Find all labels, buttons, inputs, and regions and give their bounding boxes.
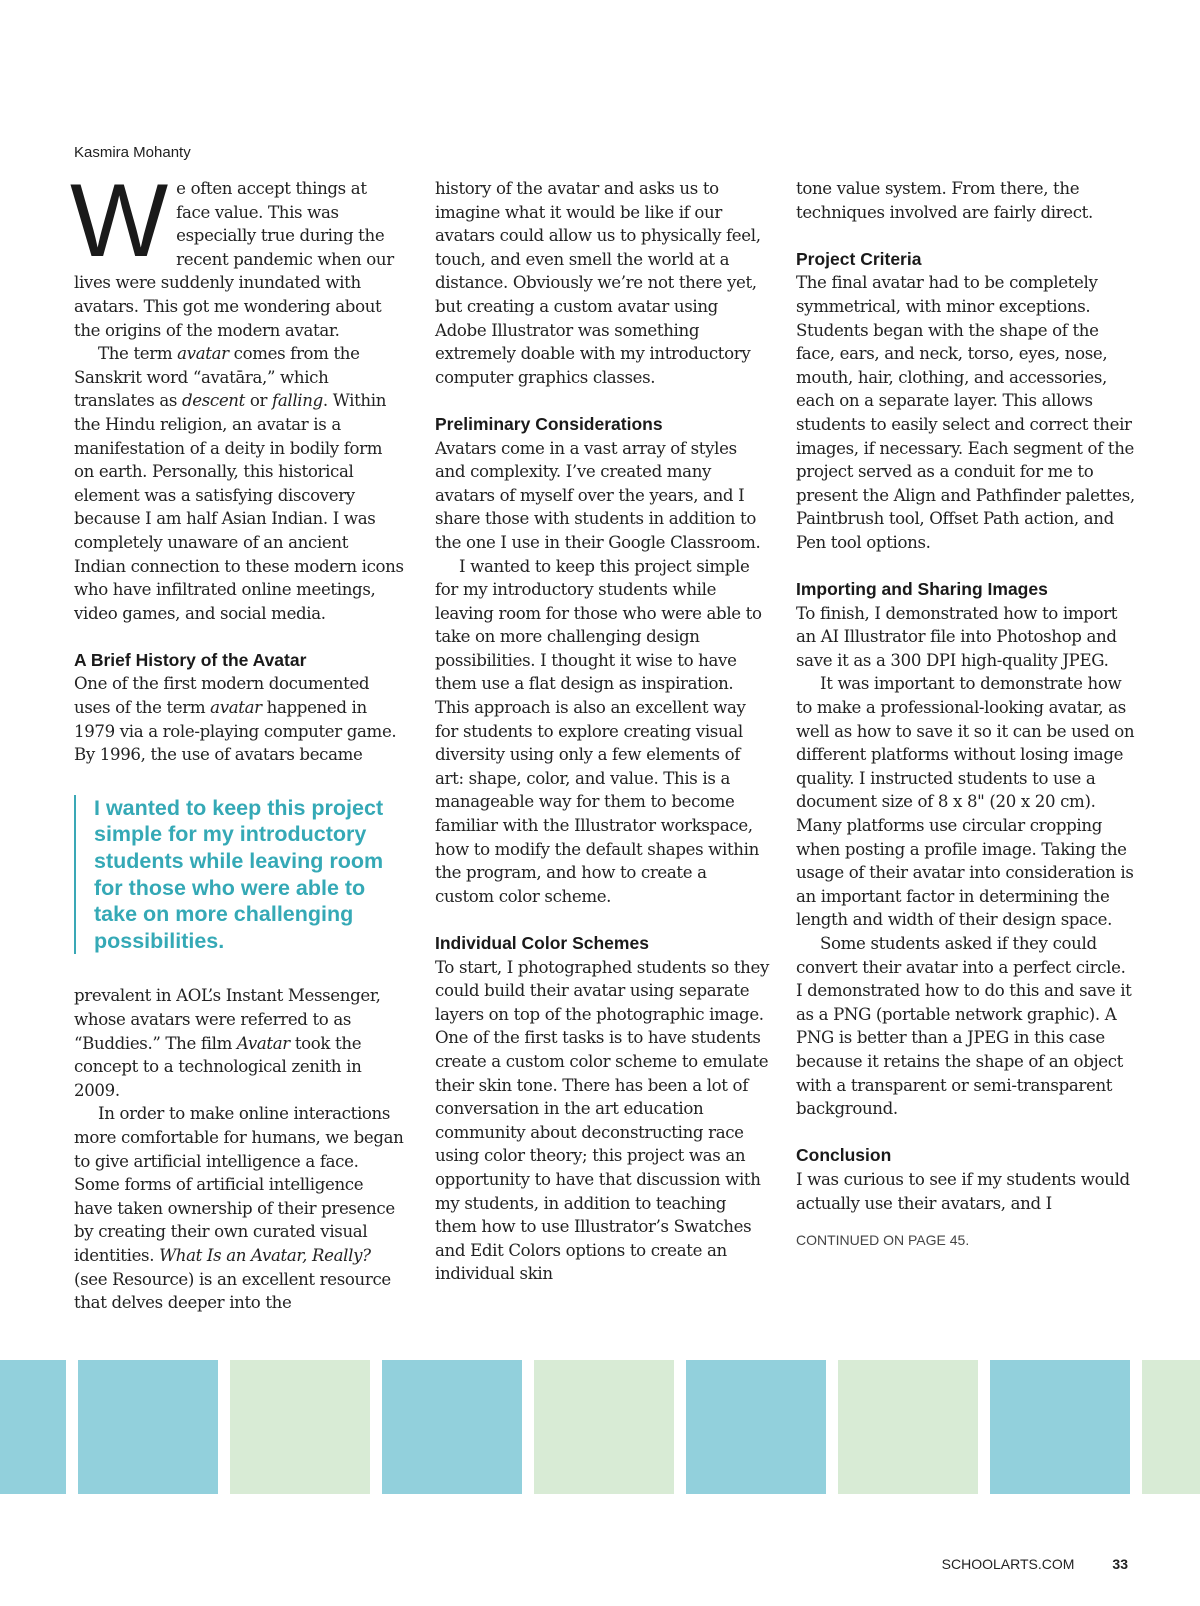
decorative-color-band	[0, 1360, 1126, 1494]
heading-brief-history: A Brief History of the Avatar	[74, 649, 307, 670]
column-3	[796, 177, 1136, 1253]
paragraph-etymology: The term avatar comes from the Sanskrit word “avatāra,” which translates as descent or falling. Within the Hindu religion, an avatar is a manifestation of a deity in bodily form on earth. Personally, this historical element was a satisfying discovery because I am half Asian Indian. I was completely unaware of an ancient Indian connection to these modern icons who have infiltrated online meetings, video games, and social media.	[74, 344, 404, 623]
paragraph-circle: Some students asked if they could convert their avatar into a perfect circle. I demonstrated how to do this and save it as a PNG (portable network graphic). A PNG is better than a JPEG in this case because it retains the shape of an object with a transparent or semi-transparent background.	[796, 934, 1132, 1119]
paragraph-conclusion: I was curious to see if my students would actually use their avatars, and I	[796, 1169, 1130, 1213]
paragraph-flat-design: I wanted to keep this project simple for my introductory students while leaving room for those who were able to take on more challenging design possibilities. I thought it wise to have them use a flat design as inspiration. This approach is also an excellent way for students to explore creating visual diversity using only a few elements of art: shape, color, and value. This is a manageable way for them to become familiar with the Illustrator workspace, how to modify the default shapes within the program, and how to create a custom color scheme.	[435, 556, 762, 906]
paragraph-history: One of the first modern documented uses of the term avatar happened in 1979 via a role-playing computer game. By 1996, the use of avatars became	[74, 674, 397, 765]
paragraph-ai: In order to make online interactions more comfortable for humans, we began to give artificial intelligence a face. Some forms of artificial intelligence have taken ownership of their presence by creating their own curated visual identities. What Is an Avatar, Really? (see Resource) is an excellent resource that delves deeper into the	[74, 1104, 404, 1313]
page-number: 33	[1112, 1556, 1128, 1572]
paragraph-criteria: The final avatar had to be completely symmetrical, with minor exceptions. Students began with the shape of the face, ears, and neck, torso, eyes, nose, mouth, hair, clothing, and accessories, each on a separate layer. This allows students to easily select and correct their images, if necessary. Each segment of the project served as a conduit for me to present the Align and Pathfinder palettes, Paintbrush tool, Offset Path action, and Pen tool options.	[796, 273, 1135, 552]
paragraph-color: To start, I photographed students so they could build their avatar using separate layers on top of the photographic image. One of the first tasks is to have students create a custom color scheme to emulate their skin tone. There has been a lot of conversation in the art education community about deconstructing race using color theory; this project was an opportunity to have that discussion with my students, in addition to teaching them how to use Illustrator’s Swatches and Edit Colors options to create an individual skin	[435, 957, 769, 1284]
color-block	[230, 1360, 370, 1494]
heading-importing: Importing and Sharing Images	[796, 579, 1048, 600]
heading-project-criteria: Project Criteria	[796, 248, 922, 269]
color-block	[0, 1360, 66, 1494]
color-block	[78, 1360, 218, 1494]
column-1	[70, 163, 404, 1315]
heading-preliminary: Preliminary Considerations	[435, 413, 663, 434]
page-footer	[942, 1556, 1128, 1572]
paragraph-styles: Avatars come in a vast array of styles and complexity. I’ve created many avatars of myself over the years, and I share those with students in addition to the one I use in their Google Classroom.	[435, 438, 761, 552]
color-block	[838, 1360, 978, 1494]
paragraph-import: To finish, I demonstrated how to import an AI Illustrator file into Photoshop and save it as a 300 DPI high-quality JPEG.	[796, 603, 1118, 670]
paragraph-history-cont: history of the avatar and asks us to imagine what it would be like if our avatars could allow us to physically feel, touch, and even smell the world at a distance. Obviously we’re not there yet, but creating a custom avatar using Adobe Illustrator was something extremely doable with my introductory computer graphics classes.	[435, 179, 761, 387]
color-block	[990, 1360, 1130, 1494]
heading-color-schemes: Individual Color Schemes	[435, 933, 649, 953]
drop-cap: W	[70, 163, 169, 279]
continued-note: CONTINUED ON PAGE 45.	[796, 1232, 970, 1249]
site-name: SCHOOLARTS.COM	[941, 1556, 1075, 1572]
color-block	[382, 1360, 522, 1494]
paragraph-tone: tone value system. From there, the techniques involved are fairly direct.	[796, 179, 1093, 222]
pull-quote: I wanted to keep this project simple for my introductory students while leaving room for those who were able to take on more challenging possibilities.	[74, 795, 404, 955]
paragraph-aol: prevalent in AOL’s Instant Messenger, whose avatars were referred to as “Buddies.” The film Avatar took the concept to a technological zenith in 2009.	[74, 986, 381, 1100]
intro-paragraph	[70, 163, 404, 342]
author-byline: Kasmira Mohanty	[74, 144, 191, 161]
column-2	[435, 177, 770, 1286]
color-block	[1142, 1360, 1200, 1494]
heading-conclusion: Conclusion	[796, 1145, 892, 1166]
color-block	[686, 1360, 826, 1494]
intro-text: e often accept things at face value. This was especially true during the recent pandemic when our lives were suddenly inundated with avatars. This got me wondering about the origins of the modern avatar.	[74, 179, 394, 340]
color-block	[534, 1360, 674, 1494]
paragraph-professional: It was important to demonstrate how to make a professional-looking avatar, as well as how to save it so it can be used on different platforms without losing image quality. I instructed students to use a document size of 8 x 8" (20 x 20 cm). Many platforms use circular cropping when posting a profile image. Taking the usage of their avatar into consideration is an important factor in determining the length and width of their design space.	[796, 674, 1135, 930]
